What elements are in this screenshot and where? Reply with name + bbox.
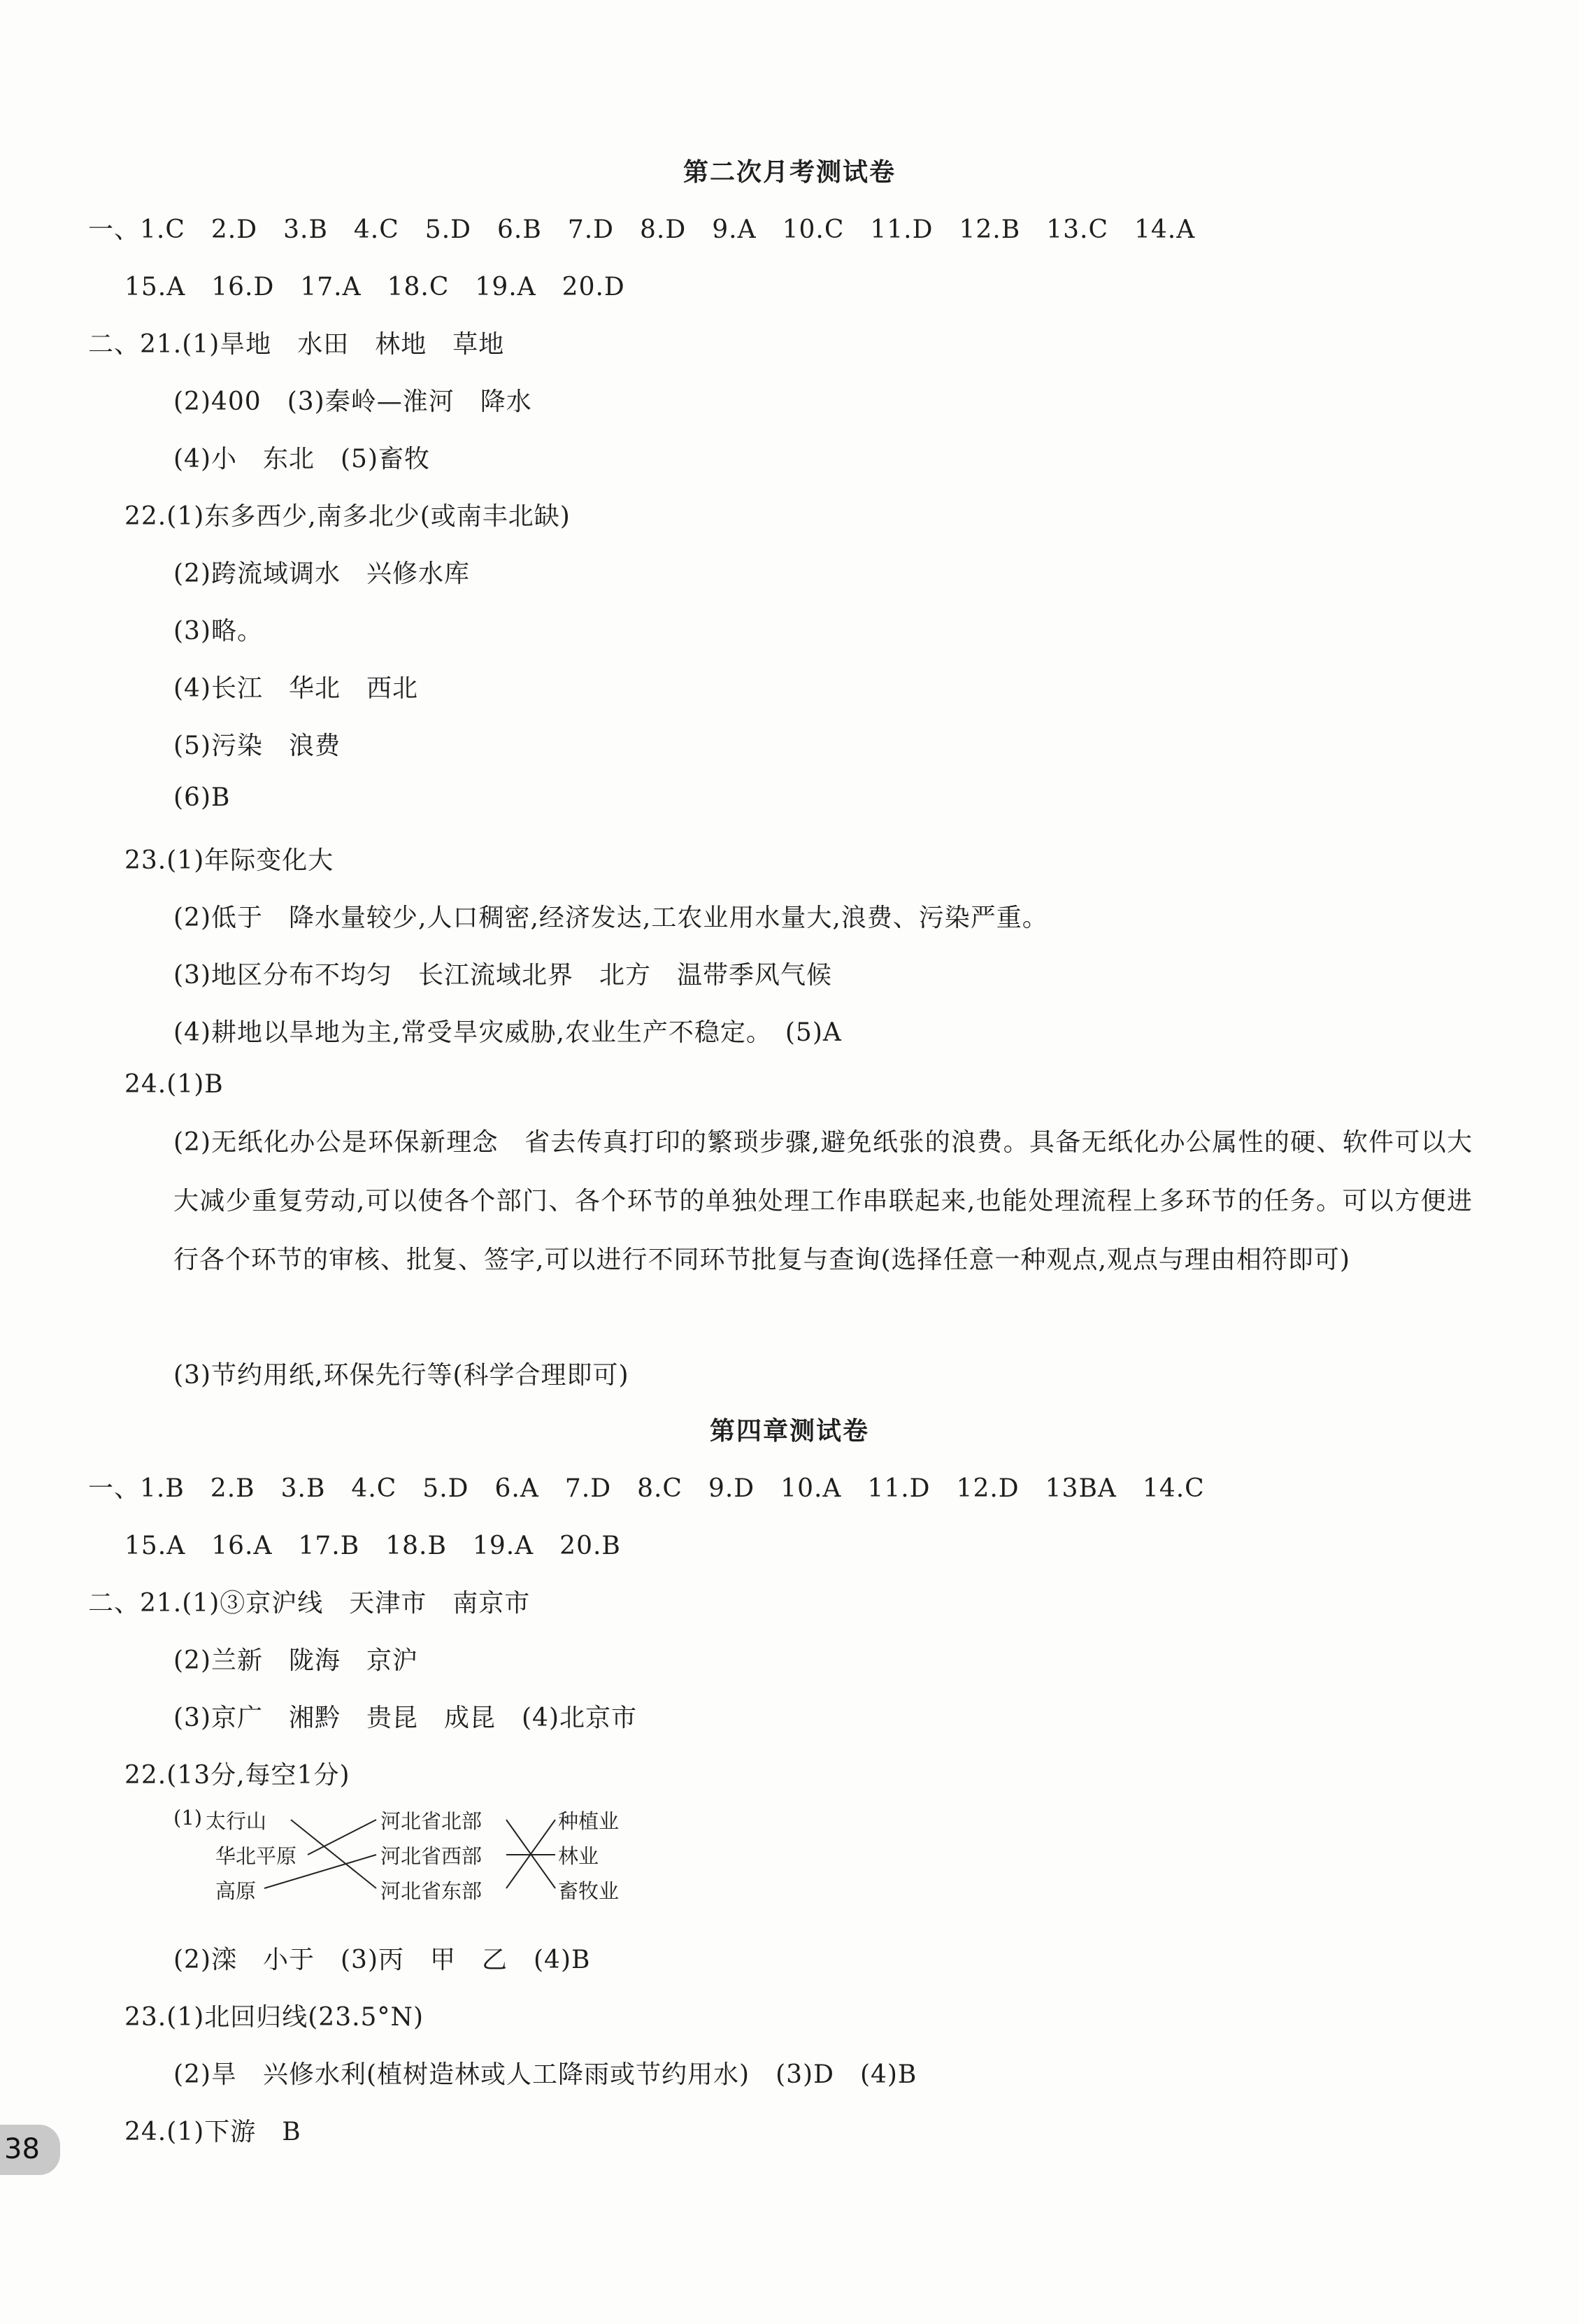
q22-line5: (5)污染 浪费 bbox=[173, 732, 341, 760]
q24-paragraph: (2)无纸化办公是环保新理念 省去传真打印的繁琐步骤,避免纸张的浪费。具备无纸化办公属性的硬、软件可以大大减少重复劳动,可以使各个部门、各个环节的单独处理工作串联起来,也能处理流程上多环节的任务。可以方便进行各个环节的审核、批复、签字,可以进行不同环节批复与查询(选择任意一种观点,观点与理由相符即可) bbox=[173, 1128, 1473, 1274]
section-title-chapter4-test: 第四章测试卷 bbox=[709, 1416, 869, 1446]
q22-line6: (6)B bbox=[173, 783, 231, 812]
diagram-right-2: 林业 bbox=[558, 1844, 599, 1868]
mc-answers-row2: 15.A 16.D 17.A 18.C 19.A 20.D bbox=[124, 273, 625, 301]
q23-line1: 23.(1)年际变化大 bbox=[124, 846, 334, 875]
ch4-mc-answers-row2: 15.A 16.A 17.B 18.B 19.A 20.B bbox=[124, 1532, 621, 1560]
q22-line4: (4)长江 华北 西北 bbox=[173, 674, 418, 703]
ch4-q22-line2: (2)滦 小于 (3)丙 甲 乙 (4)B bbox=[173, 1946, 591, 1974]
q22-line2: (2)跨流域调水 兴修水库 bbox=[173, 559, 470, 588]
diagram-connector-lines bbox=[173, 1790, 691, 1937]
q24-line3: (3)节约用纸,环保先行等(科学合理即可) bbox=[173, 1361, 629, 1390]
q21-line2: (2)400 (3)秦岭—淮河 降水 bbox=[173, 387, 532, 416]
diagram-middle-2: 河北省西部 bbox=[380, 1844, 483, 1868]
q21-line1: 二、21.(1)旱地 水田 林地 草地 bbox=[88, 330, 505, 359]
ch4-q21-line2: (2)兰新 陇海 京沪 bbox=[173, 1646, 418, 1675]
q24-line1: 24.(1)B bbox=[124, 1070, 224, 1099]
ch4-q22-heading: 22.(13分,每空1分) bbox=[124, 1761, 350, 1790]
q23-line3: (3)地区分布不均匀 长江流域北界 北方 温带季风气候 bbox=[173, 961, 832, 990]
diagram-left-1: 太行山 bbox=[206, 1809, 267, 1833]
connector-taihang-east bbox=[291, 1820, 376, 1888]
diagram-left-3: 高原 bbox=[215, 1879, 257, 1903]
diagram-right-3: 畜牧业 bbox=[558, 1879, 620, 1903]
diagram-middle-3: 河北省东部 bbox=[380, 1879, 483, 1903]
q21-line3: (4)小 东北 (5)畜牧 bbox=[173, 445, 430, 473]
q22-matching-diagram bbox=[173, 1790, 691, 1937]
q22-line3: (3)略。 bbox=[173, 617, 263, 646]
q23-line2: (2)低于 降水量较少,人口稠密,经济发达,工农业用水量大,浪费、污染严重。 bbox=[173, 904, 1048, 932]
ch4-q21-line3: (3)京广 湘黔 贵昆 成昆 (4)北京市 bbox=[173, 1704, 637, 1732]
ch4-q21-line1: 二、21.(1)③京沪线 天津市 南京市 bbox=[88, 1589, 531, 1618]
connector-plateau-west bbox=[264, 1855, 376, 1888]
diagram-right-1: 种植业 bbox=[558, 1809, 620, 1833]
q23-line4: (4)耕地以旱地为主,常受旱灾威胁,农业生产不稳定。 (5)A bbox=[173, 1018, 842, 1047]
ch4-mc-answers-row1: 一、1.B 2.B 3.B 4.C 5.D 6.A 7.D 8.C 9.D 10.A 11.D 12.D 13BA 14.C bbox=[88, 1474, 1205, 1503]
section-title-second-monthly-test: 第二次月考测试卷 bbox=[683, 157, 896, 187]
mc-answers-row1: 一、1.C 2.D 3.B 4.C 5.D 6.B 7.D 8.D 9.A 10.C 11.D 12.B 13.C 14.A bbox=[88, 215, 1196, 244]
ch4-q24-line1: 24.(1)下游 B bbox=[124, 2118, 301, 2146]
page-number: 38 bbox=[4, 2133, 40, 2165]
diagram-prefix: (1) bbox=[173, 1806, 203, 1830]
ch4-q23-line2: (2)旱 兴修水利(植树造林或人工降雨或节约用水) (3)D (4)B bbox=[173, 2060, 917, 2089]
connector-plain-north bbox=[308, 1820, 376, 1855]
diagram-middle-1: 河北省北部 bbox=[380, 1809, 483, 1833]
q22-line1: 22.(1)东多西少,南多北少(或南丰北缺) bbox=[124, 502, 571, 531]
page-number-tab bbox=[0, 2125, 60, 2175]
diagram-left-2: 华北平原 bbox=[215, 1844, 297, 1868]
ch4-q23-line1: 23.(1)北回归线(23.5°N) bbox=[124, 2003, 424, 2032]
